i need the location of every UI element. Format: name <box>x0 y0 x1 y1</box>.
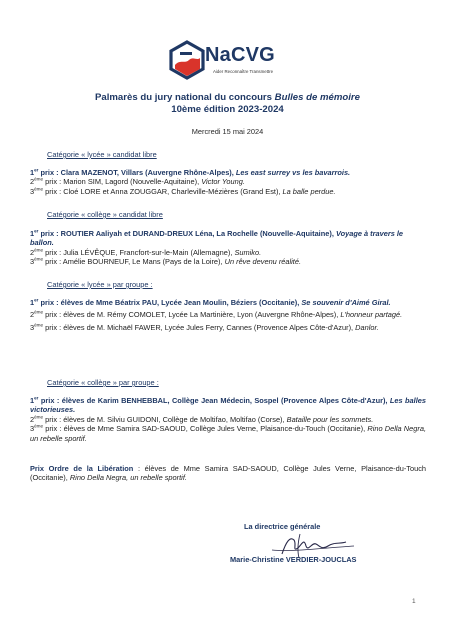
prize-2: 2ème prix : Marion SIM, Lagord (Nouvelle-Aquitaine), Victor Young. <box>30 176 245 187</box>
heading-lycee-groupe: Catégorie « lycée » par groupe : <box>47 280 153 289</box>
prize-2: 2ème prix : élèves de M. Rémy COMOLET, Lycée La Martinière, Lyon (Auvergne Rhône-Alpes), L'honneur partagé. <box>30 309 403 320</box>
prize-3: 3ème prix : élèves de Mme Samira SAD-SAOUD, Collège Jules Verne, Plaisance-du-Touch (Occitanie), Rino Della Negra, un rebelle sportif. <box>30 423 426 443</box>
prize-1: 1er prix : élèves de Karim BENHEBBAL, Collège Jean Médecin, Sospel (Provence Alpes Côte-d'Azur), Les balles victorieuses. <box>30 395 427 415</box>
prize-2: 2ème prix : élèves de M. Silviu GUIDONI, Collège de Moltifao, Moltifao (Corse), Bataille pour les sommets. <box>30 414 374 424</box>
prizes-college-libre <box>30 229 426 267</box>
title-prefix: Palmarès du jury national du concours <box>95 92 275 103</box>
prize-1: 1er prix : Clara MAZENOT, Villars (Auvergne Rhône-Alpes), Les east surrey vs les bavarrois. <box>30 167 351 177</box>
prize-3: 3ème prix : Amélie BOURNEUF, Le Mans (Pays de la Loire), Un rêve devenu réalité. <box>30 256 302 267</box>
special-prize-label: Prix Ordre de la Libération <box>30 464 134 473</box>
hexagon-logo-icon <box>167 40 207 80</box>
document-title-line2: 10ème édition 2023-2024 <box>171 104 284 115</box>
nacvg-logo <box>167 40 291 82</box>
special-prize-text: : élèves de Mme Samira SAD-SAOUD, Collège Jules Verne, Plaisance-du-Touch (Occitanie), <box>30 464 426 483</box>
special-prize-work: Rino Della Negra, un rebelle sportif. <box>69 473 187 483</box>
heading-college-groupe: Catégorie « collège » par groupe : <box>47 378 159 387</box>
prize-2: 2ème prix : Julia LÉVÊQUE, Francfort-sur-le-Main (Allemagne), Sumiko. <box>30 247 262 257</box>
prize-3: 3ème prix : Cloé LORE et Anna ZOUGGAR, Charleville-Mézières (Grand Est), La balle perdue. <box>30 186 336 196</box>
document-date: Mercredi 15 mai 2024 <box>191 127 264 136</box>
heading-lycee-libre: Catégorie « lycée » candidat libre <box>47 150 157 159</box>
prizes-college-groupe <box>30 396 426 443</box>
page-number: 1 <box>412 598 416 605</box>
prize-1: 1er prix : élèves de Mme Béatrix PAU, Lycée Jean Moulin, Béziers (Occitanie), Se souvenir d'Aimé Giral. <box>30 297 391 307</box>
prize-1: 1er prix : ROUTIER Aaliyah et DURAND-DREUX Léna, La Rochelle (Nouvelle-Aquitaine), Voyage à travers le ballon. <box>30 228 404 248</box>
title-contest-name: Bulles de mémoire <box>274 92 360 103</box>
logo-tagline: Aider Reconnaître Transmettre <box>213 69 274 74</box>
prize-ordre-liberation <box>30 464 426 483</box>
prizes-lycee-libre <box>30 168 426 196</box>
prizes-lycee-groupe <box>30 298 426 332</box>
signatory-role: La directrice générale <box>244 522 321 531</box>
heading-college-libre: Catégorie « collège » candidat libre <box>47 210 163 219</box>
document-title-line1 <box>0 92 455 103</box>
prize-3: 3ème prix : élèves de M. Michaël FAWER, Lycée Jules Ferry, Cannes (Provence Alpes Côte-d'Azur), Danlor. <box>30 322 379 332</box>
logo-wordmark: NaCVG <box>205 44 275 66</box>
signatory-name: Marie-Christine VERDIER-JOUCLAS <box>230 555 357 564</box>
